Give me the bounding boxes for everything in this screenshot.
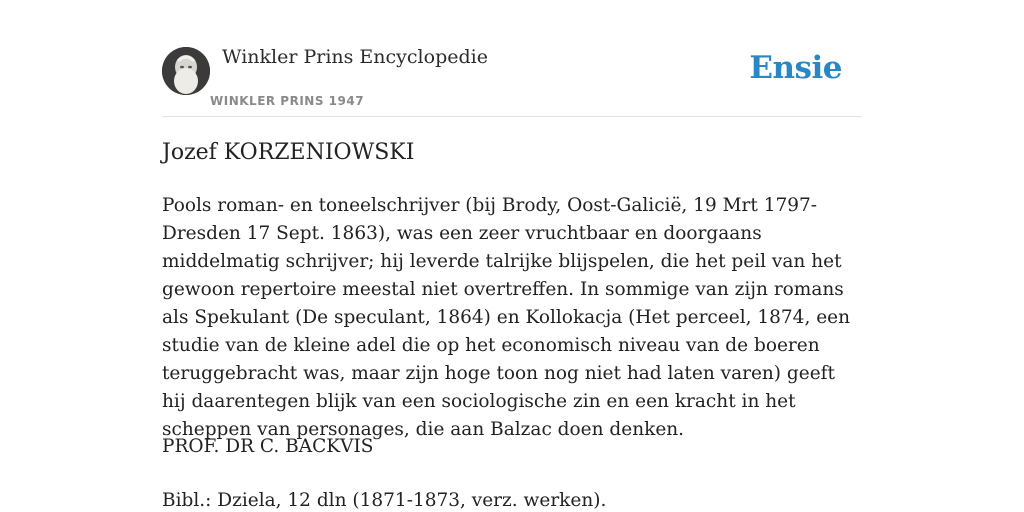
article-bibliography: Bibl.: Dziela, 12 dln (1871-1873, verz. werken). xyxy=(162,490,607,511)
site-subtitle: WINKLER PRINS 1947 xyxy=(210,94,365,108)
portrait-icon[interactable] xyxy=(162,47,210,95)
site-header xyxy=(162,44,862,117)
article-title: Jozef KORZENIOWSKI xyxy=(162,140,415,165)
article-author: PROF. DR C. BACKVIS xyxy=(162,436,374,457)
brand-logo[interactable]: Ensie xyxy=(749,50,842,86)
site-title[interactable]: Winkler Prins Encyclopedie xyxy=(222,46,488,68)
article-body: Pools roman- en toneelschrijver (bij Brody, Oost-Galicië, 19 Mrt 1797-Dresden 17 Sept. 1863), was een zeer vruchtbaar en doorgaans middelmatig schrijver; hij leverde talrijke blijspelen, die het peil van het gewoon repertoire meestal niet overtreffen. In sommige van zijn romans als Spekulant (De speculant, 1864) en Kollokacja (Het perceel, 1874, een studie van de kleine adel die op het economisch niveau van de boeren teruggebracht was, maar zijn hoge toon nog niet had laten varen) geeft hij daarentegen blijk van een sociologische zin en een kracht in het scheppen van personages, die aan Balzac doen denken. xyxy=(162,195,851,440)
